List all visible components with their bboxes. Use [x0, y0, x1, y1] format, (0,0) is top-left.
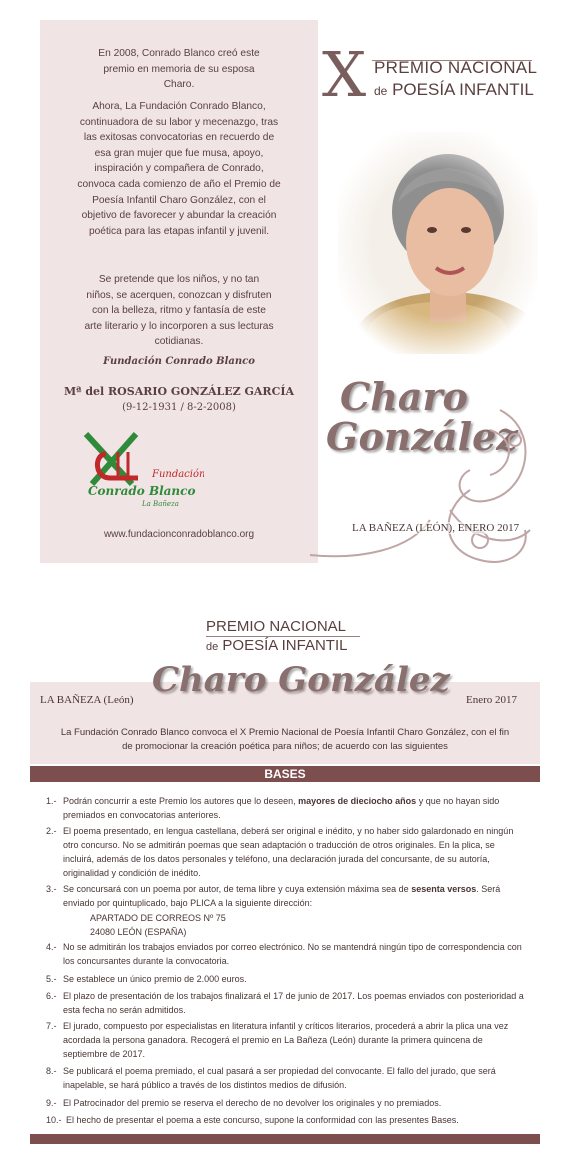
bases-item-8 — [46, 1064, 526, 1092]
foundation-logo — [84, 432, 204, 514]
person-dates: (9-12-1931 / 8-2-2008) — [122, 402, 236, 413]
bottom-bar — [30, 1134, 540, 1144]
item-text: El poema presentado, en lengua castellana, deberá ser original e inédito, y no haber sido galardonado en ningún otro concurso. No se admitirán poemas que sean adaptación o traducción de otros originales. En la plica, se incluirá, además de los datos personales y teléfono, una declaración jurada del concursante, de su autoría, originalidad y condición de inédito. — [63, 826, 514, 878]
bottom-date: Enero 2017 — [466, 694, 518, 706]
bases-title-bar — [30, 766, 540, 782]
premio-nacional: PREMIO NACIONAL — [374, 58, 538, 77]
item-text: Se publicará el poema premiado, el cual pasará a ser propiedad del convocante. El fallo del jurado, que será inapelable, se hará público a través de los distintos medios de difusión. — [63, 1066, 496, 1090]
poesia-infantil: POESÍA INFANTIL — [392, 80, 534, 99]
item-number: 1.- — [46, 796, 57, 806]
bottom-place: LA BAÑEZA (León) — [40, 694, 134, 706]
bases-item-1 — [46, 794, 526, 822]
item-text: Podrán concurrir a este Premio los autores que lo deseen, — [63, 796, 299, 806]
bottom-premio-prefix: de — [206, 641, 219, 653]
foundation-signature: Fundación Conrado Blanco — [103, 356, 255, 367]
bases-item-2 — [46, 824, 526, 880]
item-number: 6.- — [46, 991, 57, 1001]
bottom-intro: La Fundación Conrado Blanco convoca el X Premio Nacional de Poesía Infantil Charo González, con el fin de promocionar la creación poética para niños; de acuerdo con las siguientes — [60, 727, 510, 752]
logo-word-baneza: La Bañeza — [142, 500, 179, 508]
premio-line2 — [374, 80, 534, 100]
item-text: El hecho de presentar el poema a este concurso, supone la conformidad con las presentes Bases. — [66, 1115, 459, 1125]
item-text: Se concursará con un poema por autor, de tema libre y cuya extensión máxima sea de — [63, 884, 412, 894]
edition-roman-numeral: X — [322, 38, 367, 111]
bases-title: BASES — [264, 767, 306, 781]
bottom-premio-line2 — [206, 637, 347, 654]
honoree-first-name: Charo — [340, 374, 468, 419]
item-text: No se admitirán los trabajos enviados por correo electrónico. No se mantendrá ningún tipo de correspondencia con los concursantes durante la convocatoria. — [63, 942, 522, 966]
bases-item-9 — [46, 1096, 526, 1110]
intro-paragraph-2: Ahora, La Fundación Conrado Blanco, continuadora de su labor y mecenazgo, tras las exitosas convocatorias en recuerdo de esa gran mujer que fue musa, apoyo, inspiración y compañera de Conrado, convoca cada comienzo de año el Premio de Poesía Infantil Charo González, con el objetivo de favorecer y abundar la creación poética para las etapas infantil y juvenil. — [77, 101, 281, 237]
item-number: 3.- — [46, 884, 57, 894]
item-number: 4.- — [46, 942, 57, 952]
item-text: El jurado, compuesto por especialistas en literatura infantil y críticos literarios, procederá a abrir la plica una vez acordada la persona ganadora. Recogerá el premio en La Bañeza (León) durante la primera quincena de septiembre de 2017. — [63, 1021, 509, 1059]
bases-item-5 — [46, 972, 526, 986]
intro-paragraph-3: Se pretende que los niños, y no tan niños, se acerquen, conozcan y disfruten con la belleza, ritmo y fantasía de este arte literario y lo incorporen a sus lecturas cotidianas. — [84, 274, 274, 348]
bases-item-10 — [46, 1113, 526, 1127]
item-bold: mayores de dieciocho años — [298, 796, 417, 806]
bases-item-7 — [46, 1019, 526, 1061]
premio-prefix: de — [374, 84, 388, 98]
item-number: 8.- — [46, 1066, 57, 1076]
intro-paragraph-1: En 2008, Conrado Blanco creó este premio en memoria de su esposa Charo. — [98, 48, 260, 91]
website-link[interactable]: www.fundacionconradoblanco.org — [103, 529, 255, 540]
item-number: 5.- — [46, 974, 57, 984]
bottom-premio-nacional: PREMIO NACIONAL — [206, 618, 347, 635]
item-text-b: . Será enviado por quintuplicado, bajo PLICA a la siguiente dirección: — [63, 884, 501, 908]
address-block — [46, 911, 526, 939]
bottom-poesia-infantil: POESÍA INFANTIL — [222, 637, 348, 654]
portrait-photo — [338, 132, 538, 354]
address-line-1: APARTADO DE CORREOS Nº 75 — [90, 913, 226, 923]
item-text: Se establece un único premio de 2.000 euros. — [63, 974, 247, 984]
bases-item-4 — [46, 940, 526, 968]
bases-item-6 — [46, 989, 526, 1017]
honoree-last-name: González — [326, 414, 518, 459]
address-line-2: 24080 LEÓN (ESPAÑA) — [90, 927, 187, 937]
logo-word-fundacion: Fundación — [152, 469, 204, 480]
item-number: 9.- — [46, 1098, 57, 1108]
item-text-b: y que no hayan sido premiados en convocatorias anteriores. — [63, 796, 500, 820]
item-number: 7.- — [46, 1021, 57, 1031]
bottom-honoree-name: Charo González — [152, 660, 450, 700]
logo-word-conrado: Conrado Blanco — [88, 484, 196, 498]
item-text: El Patrocinador del premio se reserva el derecho de no devolver los originales y no premiados. — [63, 1098, 442, 1108]
item-number: 2.- — [46, 826, 57, 836]
item-number: 10.- — [46, 1115, 62, 1125]
person-name: Mª del ROSARIO GONZÁLEZ GARCÍA — [63, 385, 295, 398]
item-text: El plazo de presentación de los trabajos finalizará el 17 de junio de 2017. Los poemas enviados con posterioridad a esta fecha no serán admitidos. — [63, 991, 524, 1015]
place-date: LA BAÑEZA (LEÓN), ENERO 2017 — [352, 522, 520, 534]
logo-mark-icon — [84, 432, 204, 492]
bases-item-3 — [46, 882, 526, 910]
ornament-flourish-icon — [300, 400, 550, 570]
item-bold: sesenta versos — [411, 884, 477, 894]
